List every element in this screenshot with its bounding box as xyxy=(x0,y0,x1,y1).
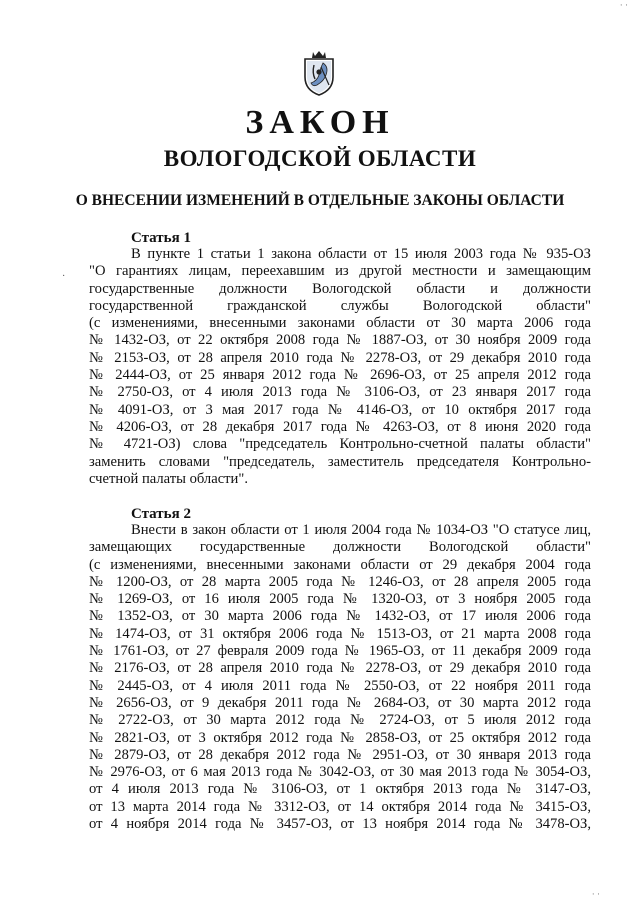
text-line: "О гарантиях лицам, переехавшим из другой местности и замещающим xyxy=(89,263,591,280)
text-line: № 2750-ОЗ, от 4 июля 2013 года № 3106-ОЗ, от 23 января 2017 года xyxy=(89,384,591,401)
text-line: № 1474-ОЗ, от 31 октября 2006 года № 1513-ОЗ, от 21 марта 2008 года xyxy=(89,625,591,642)
text-line: государственные должности Вологодской области и должности xyxy=(89,280,591,297)
article-1-body xyxy=(89,246,591,488)
text-line: № 2976-ОЗ, от 6 мая 2013 года № 3042-ОЗ, от 30 мая 2013 года № 3054-ОЗ, xyxy=(89,764,591,781)
text-line: заменить словами "председатель, заместитель председателя Контрольно- xyxy=(89,453,591,470)
text-line: № 2879-ОЗ, от 28 декабря 2012 года № 2951-ОЗ, от 30 января 2013 года xyxy=(89,746,591,763)
article-2-body xyxy=(89,522,591,833)
law-subtitle: О ВНЕСЕНИИ ИЗМЕНЕНИЙ В ОТДЕЛЬНЫЕ ЗАКОНЫ ОБЛАСТИ xyxy=(75,192,565,209)
text-line: государственной гражданской службы Вологодской области" xyxy=(89,297,591,314)
text-line: № 2445-ОЗ, от 4 июля 2011 года № 2550-ОЗ, от 22 ноября 2011 года xyxy=(89,677,591,694)
text-line: от 4 июля 2013 года № 3106-ОЗ, от 1 октября 2013 года № 3147-ОЗ, xyxy=(89,781,591,798)
text-line: счетной палаты области". xyxy=(89,470,248,487)
text-line: от 13 марта 2014 года № 3312-ОЗ, от 14 октября 2014 года № 3415-ОЗ, xyxy=(89,798,591,815)
text-line: № 2444-ОЗ, от 25 января 2012 года № 2696-ОЗ, от 25 апреля 2012 года xyxy=(89,367,591,384)
text-line: № 1269-ОЗ, от 16 июля 2005 года № 1320-ОЗ, от 3 ноября 2005 года xyxy=(89,591,591,608)
text-line: № 2176-ОЗ, от 28 апреля 2010 года № 2278-ОЗ, от 29 декабря 2010 года xyxy=(89,660,591,677)
text-line: № 2722-ОЗ, от 30 марта 2012 года № 2724-ОЗ, от 5 июля 2012 года xyxy=(89,712,591,729)
text-line: № 4206-ОЗ, от 28 декабря 2017 года № 4263-ОЗ, от 8 июня 2020 года xyxy=(89,418,591,435)
scan-corner-mark: · · xyxy=(619,0,628,10)
vologda-coat-of-arms-icon xyxy=(299,45,339,97)
region-title: ВОЛОГОДСКОЙ ОБЛАСТИ xyxy=(163,146,477,171)
text-line: В пункте 1 статьи 1 закона области от 15 июля 2003 года № 935-ОЗ xyxy=(131,246,591,262)
article-2-heading: Статья 2 xyxy=(131,506,191,522)
text-line: № 1200-ОЗ, от 28 марта 2005 года № 1246-ОЗ, от 28 апреля 2005 года xyxy=(89,573,591,590)
text-line: (с изменениями, внесенными законами области от 29 декабря 2004 года xyxy=(89,556,591,573)
text-line: № 2821-ОЗ, от 3 октября 2012 года № 2858-ОЗ, от 25 октября 2012 года xyxy=(89,729,591,746)
law-title: ЗАКОН xyxy=(245,104,395,141)
text-line: № 1352-ОЗ, от 30 марта 2006 года № 1432-ОЗ, от 17 июля 2006 года xyxy=(89,608,591,625)
text-line: замещающих государственные должности Вологодской области" xyxy=(89,539,591,556)
text-line: от 4 ноября 2014 года № 3457-ОЗ, от 13 ноября 2014 года № 3478-ОЗ, xyxy=(89,816,591,833)
text-line: № 4091-ОЗ, от 3 мая 2017 года № 4146-ОЗ, от 10 октября 2017 года xyxy=(89,401,591,418)
text-line: Внести в закон области от 1 июля 2004 года № 1034-ОЗ "О статусе лиц, xyxy=(131,522,591,538)
article-1-heading: Статья 1 xyxy=(131,230,191,246)
text-line: № 1432-ОЗ, от 22 октября 2008 года № 1887-ОЗ, от 30 ноября 2009 года xyxy=(89,332,591,349)
text-line: (с изменениями, внесенными законами области от 30 марта 2006 года xyxy=(89,315,591,332)
scan-corner-mark: · · xyxy=(591,889,600,899)
margin-mark: · xyxy=(62,271,66,282)
text-line: № 1761-ОЗ, от 27 февраля 2009 года № 1965-ОЗ, от 11 декабря 2009 года xyxy=(89,643,591,660)
text-line: № 2656-ОЗ, от 9 декабря 2011 года № 2684-ОЗ, от 30 марта 2012 года xyxy=(89,694,591,711)
text-line: № 4721-ОЗ) слова "председатель Контрольно-счетной палаты области" xyxy=(89,436,591,453)
text-line: № 2153-ОЗ, от 28 апреля 2010 года № 2278-ОЗ, от 29 декабря 2010 года xyxy=(89,349,591,366)
